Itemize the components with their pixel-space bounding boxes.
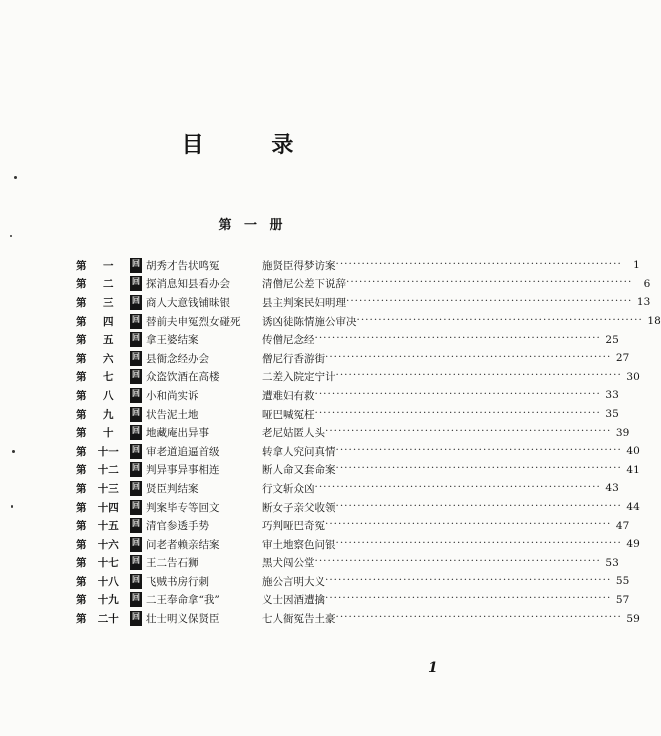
chapter-title-second-half: 施贤臣得梦访案 <box>262 259 336 272</box>
chapter-number-char: 第 <box>76 575 87 588</box>
table-of-contents <box>76 256 661 628</box>
chapter-title-second-half: 行文斩众凶 <box>262 482 315 495</box>
chapter-number-char: 第 <box>76 464 87 477</box>
chapter-title-second-half-wrap <box>262 592 611 607</box>
chapter-number-char: 九 <box>103 408 114 421</box>
scan-speck <box>14 176 17 179</box>
toc-row[interactable] <box>76 572 630 591</box>
chapter-number-char: 第 <box>76 613 87 626</box>
dot-leader: ·································································· <box>346 294 633 307</box>
chapter-number-char: 十七 <box>97 557 119 570</box>
chapter-number <box>76 611 146 626</box>
chapter-title-second-half: 转拿人究问真情 <box>262 445 336 458</box>
chapter-number-char: 第 <box>76 371 87 384</box>
chapter-number <box>76 592 146 607</box>
chapter-number-char: 第 <box>76 278 87 291</box>
chapter-number-char: 八 <box>103 389 114 402</box>
dot-leader: ·································································· <box>325 592 612 605</box>
chapter-title-first-half: 小和尚实诉 <box>146 389 199 402</box>
chapter-number-char: 十二 <box>97 464 119 477</box>
toc-row[interactable] <box>76 591 630 610</box>
chapter-page-number: 6 <box>643 277 651 290</box>
scan-speck <box>12 450 15 453</box>
dot-leader: ·································································· <box>314 480 601 493</box>
chapter-number <box>76 500 146 515</box>
chapter-title-first-half: 地藏庵出异事 <box>146 427 209 440</box>
chapter-number-char: 十四 <box>97 501 119 514</box>
dot-leader: ·································································· <box>325 425 612 438</box>
chapter-number-char: 第 <box>76 594 87 607</box>
dot-leader: ·································································· <box>335 443 622 456</box>
chapter-title-first-half: 判案毕专等回文 <box>146 501 220 514</box>
chapter-number <box>76 574 146 589</box>
dot-leader: ·································································· <box>325 518 612 531</box>
toc-row[interactable] <box>76 330 619 349</box>
chapter-number-char: 第 <box>76 520 87 533</box>
chapter-page-number: 18 <box>647 315 661 328</box>
chapter-page-number: 30 <box>626 370 640 383</box>
chapter-number <box>76 276 146 291</box>
chapter-number-char: 四 <box>103 315 114 328</box>
chapter-page-number: 44 <box>626 501 640 514</box>
chapter-number-char: 二十 <box>97 613 119 626</box>
chapter-number-char: 十五 <box>97 520 119 533</box>
dot-leader: ·································································· <box>314 332 601 345</box>
chapter-hui-mark: 回 <box>130 444 142 459</box>
chapter-title-second-half-wrap <box>262 574 611 589</box>
chapter-page-number: 53 <box>605 556 619 569</box>
chapter-number-char: 第 <box>76 538 87 551</box>
chapter-number-char: 十九 <box>97 594 119 607</box>
chapter-title-second-half-wrap <box>262 500 622 515</box>
toc-row[interactable] <box>76 275 651 294</box>
chapter-number <box>76 369 146 384</box>
chapter-title-second-half: 二差入院定宁计 <box>262 371 336 384</box>
dot-leader: ·································································· <box>335 611 622 624</box>
chapter-title-second-half: 巧判哑巴奇冤 <box>262 520 325 533</box>
chapter-page-number: 55 <box>615 575 630 588</box>
dot-leader: ·································································· <box>335 369 622 382</box>
chapter-title-first-half: 判异事异事相连 <box>146 464 220 477</box>
chapter-title-second-half: 义士因酒遭擒 <box>262 594 325 607</box>
chapter-title-first-half: 壮士明义保贤臣 <box>146 613 220 626</box>
chapter-title-second-half-wrap <box>262 555 601 570</box>
chapter-hui-mark: 回 <box>130 332 142 347</box>
chapter-title-second-half-wrap <box>262 425 611 440</box>
chapter-number <box>76 332 146 347</box>
chapter-hui-mark: 回 <box>130 462 142 477</box>
chapter-number <box>76 555 146 570</box>
chapter-page-number: 40 <box>626 445 640 458</box>
chapter-number <box>76 481 146 496</box>
chapter-number-char: 一 <box>103 259 114 272</box>
chapter-page-number: 47 <box>615 519 630 532</box>
dot-leader: ·································································· <box>346 276 633 289</box>
chapter-hui-mark: 回 <box>130 592 142 607</box>
chapter-title-first-half: 二王奉命拿“我” <box>146 594 220 607</box>
chapter-title-second-half: 传僧尼念经 <box>262 334 315 347</box>
chapter-title-second-half: 僧尼行香游街 <box>262 352 325 365</box>
chapter-number-char: 第 <box>76 259 87 272</box>
chapter-title-second-half-wrap <box>262 351 611 366</box>
toc-row[interactable] <box>76 423 630 442</box>
chapter-title-second-half-wrap <box>262 258 622 273</box>
chapter-title-first-half: 探消息知县看办会 <box>146 278 230 291</box>
chapter-title-second-half-wrap <box>262 407 601 422</box>
toc-row[interactable] <box>76 609 640 628</box>
chapter-number <box>76 537 146 552</box>
dot-leader: ·································································· <box>314 555 601 568</box>
chapter-title-second-half-wrap <box>262 388 601 403</box>
chapter-title-second-half-wrap <box>262 332 601 347</box>
chapter-number <box>76 258 146 273</box>
chapter-title-second-half: 施公言明大义 <box>262 575 325 588</box>
page-title: 目 录 <box>181 133 324 158</box>
chapter-title-first-half: 清官参透手势 <box>146 520 209 533</box>
chapter-title-second-half: 清僧尼公差下说辞 <box>262 278 346 291</box>
chapter-page-number: 25 <box>605 333 619 346</box>
chapter-title-second-half: 老尼姑匿人头 <box>262 427 325 440</box>
chapter-title-second-half-wrap <box>262 276 632 291</box>
chapter-page-number: 49 <box>626 538 640 551</box>
chapter-title-first-half: 替前夫申冤烈女碰死 <box>146 315 241 328</box>
chapter-number-char: 第 <box>76 501 87 514</box>
chapter-hui-mark: 回 <box>130 407 142 422</box>
chapter-title-first-half: 审老道追逼首级 <box>146 445 220 458</box>
chapter-number-char: 第 <box>76 352 87 365</box>
chapter-title-first-half: 贤臣判结案 <box>146 482 199 495</box>
chapter-title-first-half: 飞贼书房行刺 <box>146 575 209 588</box>
toc-row[interactable] <box>76 554 619 573</box>
chapter-number-char: 二 <box>103 278 114 291</box>
toc-row[interactable] <box>76 516 630 535</box>
chapter-title-first-half: 王二告石狮 <box>146 557 199 570</box>
chapter-number-char: 六 <box>103 352 114 365</box>
chapter-hui-mark: 回 <box>130 425 142 440</box>
chapter-number <box>76 407 146 422</box>
chapter-title-second-half: 七人衙冤告土豪 <box>262 613 336 626</box>
chapter-number-char: 第 <box>76 334 87 347</box>
chapter-title-second-half-wrap <box>262 314 643 329</box>
chapter-page-number: 13 <box>636 296 651 309</box>
chapter-number-char: 五 <box>103 334 114 347</box>
chapter-number <box>76 295 146 310</box>
chapter-page-number: 41 <box>626 463 640 476</box>
toc-row[interactable] <box>76 479 619 498</box>
chapter-hui-mark: 回 <box>130 295 142 310</box>
chapter-hui-mark: 回 <box>130 537 142 552</box>
chapter-title-first-half: 状告泥土地 <box>146 408 199 421</box>
chapter-title-first-half: 县衙念经办会 <box>146 352 209 365</box>
dot-leader: ·································································· <box>335 536 622 549</box>
chapter-title-first-half: 拿王婆结案 <box>146 334 199 347</box>
chapter-title-first-half: 问老者赖亲结案 <box>146 538 220 551</box>
chapter-title-second-half: 县主判案民妇明理 <box>262 296 346 309</box>
chapter-title-second-half: 遭难妇有救 <box>262 389 315 402</box>
chapter-title-second-half-wrap <box>262 369 622 384</box>
scan-speck <box>10 235 12 237</box>
toc-row[interactable] <box>76 386 619 405</box>
chapter-number <box>76 388 146 403</box>
chapter-page-number: 43 <box>605 482 619 495</box>
chapter-hui-mark: 回 <box>130 574 142 589</box>
dot-leader: ·································································· <box>335 257 622 270</box>
page-number: 1 <box>428 660 438 676</box>
toc-row[interactable] <box>76 461 640 480</box>
dot-leader: ·································································· <box>314 406 601 419</box>
chapter-page-number: 33 <box>605 389 619 402</box>
dot-leader: ·································································· <box>335 499 622 512</box>
toc-row[interactable] <box>76 293 651 312</box>
toc-row[interactable] <box>76 498 640 517</box>
chapter-title-second-half: 断人命又套命案 <box>262 464 336 477</box>
chapter-hui-mark: 回 <box>130 500 142 515</box>
chapter-title-second-half-wrap <box>262 444 622 459</box>
chapter-number <box>76 462 146 477</box>
chapter-number <box>76 444 146 459</box>
chapter-title-second-half: 哑巴喊冤枉 <box>262 408 315 421</box>
chapter-title-second-half-wrap <box>262 537 622 552</box>
dot-leader: ·································································· <box>325 573 612 586</box>
chapter-title-second-half-wrap <box>262 611 622 626</box>
chapter-title-second-half-wrap <box>262 481 601 496</box>
chapter-number-char: 十八 <box>97 575 119 588</box>
chapter-hui-mark: 回 <box>130 276 142 291</box>
chapter-title-second-half: 断女子亲父收领 <box>262 501 336 514</box>
chapter-number-char: 第 <box>76 315 87 328</box>
chapter-number-char: 三 <box>103 296 114 309</box>
chapter-title-second-half-wrap <box>262 295 632 310</box>
chapter-hui-mark: 回 <box>130 555 142 570</box>
chapter-number-char: 第 <box>76 296 87 309</box>
chapter-title-first-half: 众盗饮酒在高楼 <box>146 371 220 384</box>
chapter-hui-mark: 回 <box>130 258 142 273</box>
toc-row[interactable] <box>76 368 640 387</box>
chapter-title-second-half-wrap <box>262 518 611 533</box>
chapter-page-number: 1 <box>633 259 640 272</box>
toc-row[interactable] <box>76 535 640 554</box>
chapter-page-number: 39 <box>615 426 630 439</box>
dot-leader: ·································································· <box>335 462 622 475</box>
chapter-hui-mark: 回 <box>130 314 142 329</box>
chapter-number-char: 第 <box>76 427 87 440</box>
chapter-hui-mark: 回 <box>130 518 142 533</box>
chapter-number <box>76 518 146 533</box>
volume-heading: 第 一 册 <box>218 218 287 233</box>
chapter-hui-mark: 回 <box>130 611 142 626</box>
chapter-number <box>76 351 146 366</box>
chapter-number-char: 十一 <box>97 445 119 458</box>
chapter-number-char: 第 <box>76 408 87 421</box>
chapter-hui-mark: 回 <box>130 481 142 496</box>
chapter-number-char: 第 <box>76 557 87 570</box>
chapter-number-char: 第 <box>76 445 87 458</box>
chapter-number-char: 第 <box>76 389 87 402</box>
chapter-number-char: 十 <box>103 427 114 440</box>
chapter-title-second-half: 黑犬闯公堂 <box>262 557 315 570</box>
chapter-hui-mark: 回 <box>130 351 142 366</box>
chapter-number-char: 十三 <box>97 482 119 495</box>
toc-row[interactable] <box>76 349 630 368</box>
dot-leader: ·································································· <box>325 350 612 363</box>
chapter-title-first-half: 商人大意钱铺昧银 <box>146 296 230 309</box>
chapter-number <box>76 425 146 440</box>
chapter-title-second-half: 诱凶徒陈情施公审决 <box>262 315 357 328</box>
dot-leader: ·································································· <box>314 387 601 400</box>
chapter-title-second-half: 审土地察色问银 <box>262 538 336 551</box>
chapter-page-number: 57 <box>615 593 630 606</box>
scan-speck <box>11 505 13 508</box>
chapter-number <box>76 314 146 329</box>
chapter-title-second-half-wrap <box>262 462 622 477</box>
chapter-page-number: 35 <box>605 408 619 421</box>
chapter-number-char: 第 <box>76 482 87 495</box>
toc-row[interactable] <box>76 442 640 461</box>
toc-row[interactable] <box>76 312 661 331</box>
chapter-number-char: 七 <box>103 371 114 384</box>
chapter-page-number: 27 <box>615 352 630 365</box>
chapter-hui-mark: 回 <box>130 369 142 384</box>
toc-row[interactable] <box>76 405 619 424</box>
chapter-hui-mark: 回 <box>130 388 142 403</box>
chapter-page-number: 59 <box>626 612 640 625</box>
chapter-number-char: 十六 <box>97 538 119 551</box>
chapter-title-first-half: 胡秀才告状鸣冤 <box>146 259 220 272</box>
toc-row[interactable] <box>76 256 640 275</box>
dot-leader: ·································································· <box>356 313 643 326</box>
